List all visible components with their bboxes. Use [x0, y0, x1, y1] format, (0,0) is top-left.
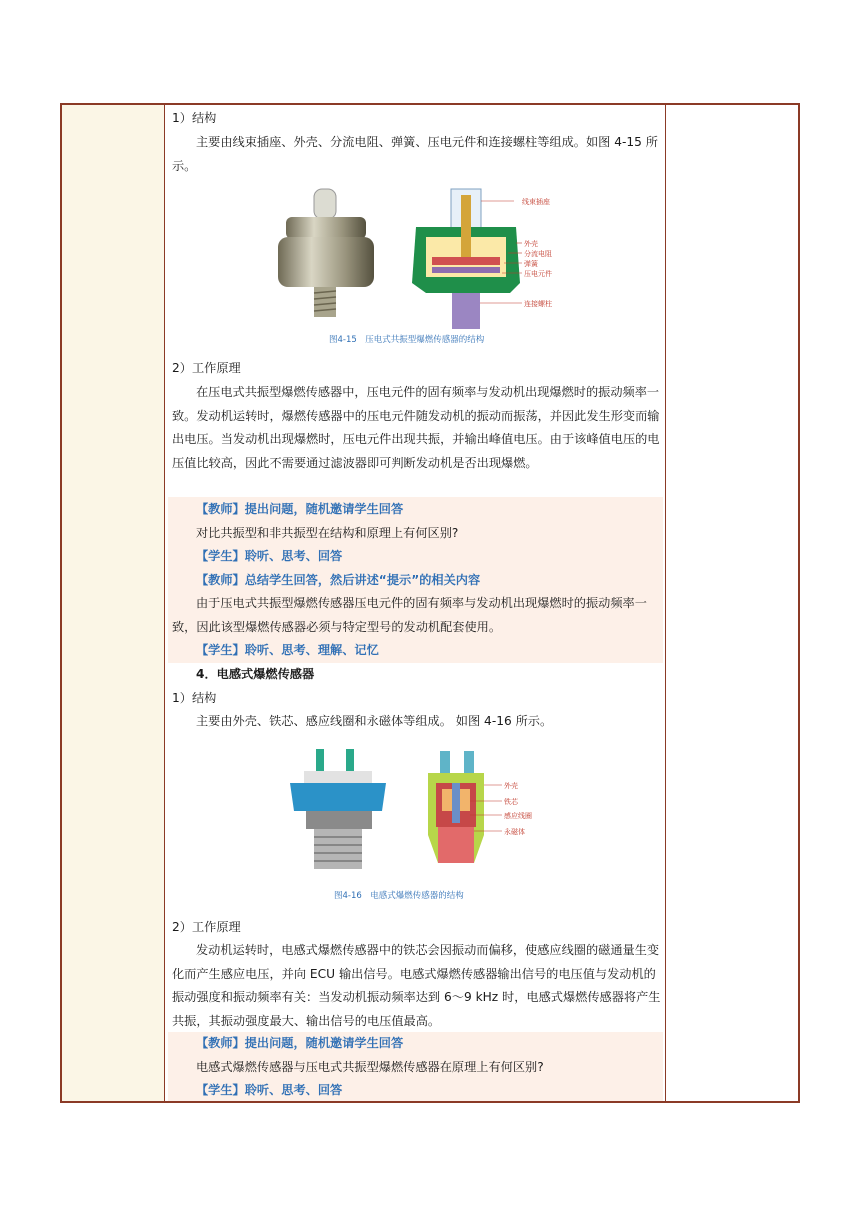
teacher-prompt: 【教师】提出问题，随机邀请学生回答: [196, 1036, 404, 1050]
figure-4-15-label: 分流电阻: [524, 250, 552, 258]
figure-4-16-label: 铁芯: [504, 798, 518, 806]
student-response: 【学生】聆听、思考、回答: [196, 549, 343, 563]
lesson-table: [60, 103, 800, 1103]
figure-4-15-caption: 图4-15 压电式共振型爆燃传感器的结构: [329, 335, 485, 345]
principle-text: 在压电式共振型爆燃传感器中，压电元件的固有频率与发动机出现爆燃时的振动频率一致。发动机运转时，爆燃传感器中的压电元件随发动机的振动而振荡，并因此发生形变而输出电压。当发动机出现爆燃时，压电元件出现共振，并输出峰值电压。由于该峰值电压的电压值比较高，因此不需要通过滤波器即可判断发动机是否出现爆燃。: [172, 385, 660, 470]
figure-4-16-label: 永磁体: [504, 828, 525, 836]
figure-4-15-label: 外壳: [524, 240, 538, 248]
content-column: [166, 105, 667, 1101]
figure-4-16: [286, 743, 586, 885]
figure-4-16-caption: 图4-16 电感式爆燃传感器的结构: [334, 891, 464, 901]
principle-heading: 2）工作原理: [172, 920, 241, 934]
figure-4-15-label: 连接螺柱: [524, 300, 552, 308]
structure-text: 主要由线束插座、外壳、分流电阻、弹簧、压电元件和连接螺柱等组成。如图 4-15 所示。: [172, 135, 658, 173]
figure-4-16-label: 感应线圈: [504, 812, 532, 820]
structure-heading: 1）结构: [172, 691, 217, 705]
figure-4-16-label: 外壳: [504, 782, 518, 790]
explanation-text: 由于压电式共振型爆燃传感器压电元件的固有频率与发动机出现爆燃时的振动频率一致，因此该型爆燃传感器必须与特定型号的发动机配套使用。: [172, 596, 647, 634]
figure-4-15-label: 线束插座: [522, 198, 550, 206]
question-text: 电感式爆燃传感器与压电式共振型爆燃传感器在原理上有何区别?: [196, 1060, 544, 1074]
section-title: 4．电感式爆燃传感器: [196, 667, 315, 681]
figure-4-15: [276, 187, 576, 347]
figure-4-15-label: 弹簧: [524, 260, 538, 268]
knock-sensor-inductive-illustration: [286, 743, 586, 885]
figure-4-15-label: 压电元件: [524, 270, 552, 278]
student-response: 【学生】聆听、思考、理解、记忆: [196, 643, 379, 657]
student-response: 【学生】聆听、思考、回答: [196, 1083, 343, 1097]
teacher-prompt: 【教师】提出问题，随机邀请学生回答: [196, 502, 404, 516]
principle-text: 发动机运转时，电感式爆燃传感器中的铁芯会因振动而偏移，使感应线圈的磁通量生变化而产生感应电压，并向 ECU 输出信号。电感式爆燃传感器输出信号的电压值与发动机的振动强度和振动频率有关：当发动机振动频率达到 6～9 kHz 时，电感式爆燃传感器将产生共振，其振动强度最大、输出信号的电压值最高。: [172, 943, 661, 1028]
knock-sensor-piezo-illustration: [276, 187, 576, 347]
teacher-prompt: 【教师】总结学生回答，然后讲述“提示”的相关内容: [196, 573, 481, 587]
left-column: [62, 105, 165, 1101]
structure-heading: 1）结构: [172, 111, 217, 125]
principle-heading: 2）工作原理: [172, 361, 241, 375]
structure-text: 主要由外壳、铁芯、感应线圈和永磁体等组成。 如图 4-16 所示。: [196, 714, 553, 728]
right-column: [665, 105, 798, 1101]
question-text: 对比共振型和非共振型在结构和原理上有何区别?: [196, 526, 459, 540]
